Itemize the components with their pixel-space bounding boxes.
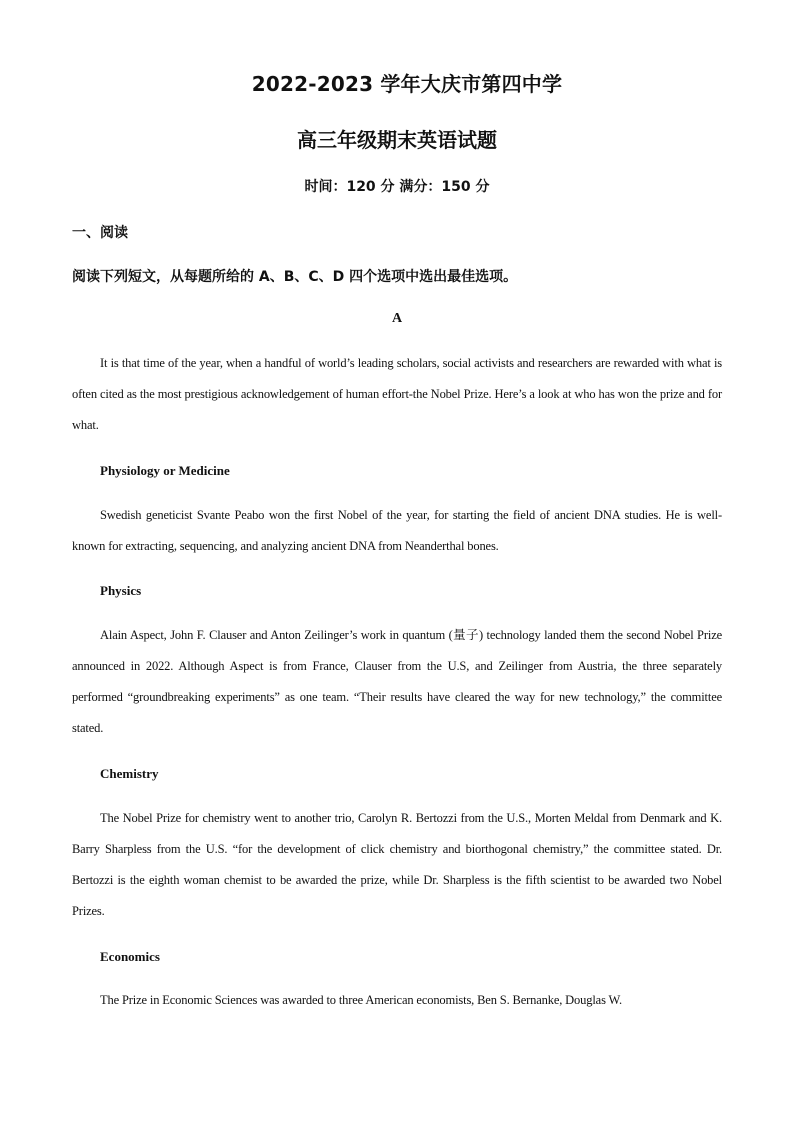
subhead-medicine: Physiology or Medicine [100, 463, 230, 478]
paragraph-physics: Alain Aspect, John F. Clauser and Anton Zeilinger’s work in quantum (量子) technology landed them the second Nobel Prize announced in 2022. Although Aspect is from France, Clauser from the U.S, and Zeilinger from Austria, the three separately performed “groundbreaking experiments” as one team. “Their results have cleared the way for new technology,” the committee stated. [72, 628, 722, 735]
subhead-physics: Physics [100, 583, 142, 598]
subhead-chemistry: Chemistry [100, 766, 159, 781]
section-heading: 一、阅读 [72, 225, 128, 241]
subhead-economics: Economics [100, 949, 160, 964]
passage-intro: It is that time of the year, when a handful of world’s leading scholars, social activists and researchers are rewarded with what is often cited as the most prestigious acknowledgement of human effort-the Nobel Prize. Here’s a look at who has won the prize and for what. [72, 356, 722, 432]
section-instruction: 阅读下列短文，从每题所给的 A、B、C、D 四个选项中选出最佳选项。 [72, 269, 518, 285]
paragraph-medicine: Swedish geneticist Svante Peabo won the first Nobel of the year, for starting the field of ancient DNA studies. He is well-known for extracting, sequencing, and analyzing ancient DNA from Neanderthal bones. [72, 508, 722, 553]
passage-letter: A [391, 311, 403, 326]
exam-subtitle: 高三年级期末英语试题 [297, 128, 497, 152]
paragraph-chemistry: The Nobel Prize for chemistry went to another trio, Carolyn R. Bertozzi from the U.S., Morten Meldal from Denmark and K. Barry Sharpless from the U.S. “for the development of click chemistry and biorthogonal chemistry,” the committee stated. Dr. Bertozzi is the eighth woman chemist to be awarded the prize, while Dr. Sharpless is the fifth scientist to be awarded two Nobel Prizes. [72, 811, 722, 918]
exam-meta: 时间：120 分 满分：150 分 [304, 179, 490, 195]
paragraph-economics: The Prize in Economic Sciences was awarded to three American economists, Ben S. Bernanke, Douglas W. [100, 993, 623, 1007]
exam-title: 2022-2023 学年大庆市第四中学 [251, 72, 563, 96]
